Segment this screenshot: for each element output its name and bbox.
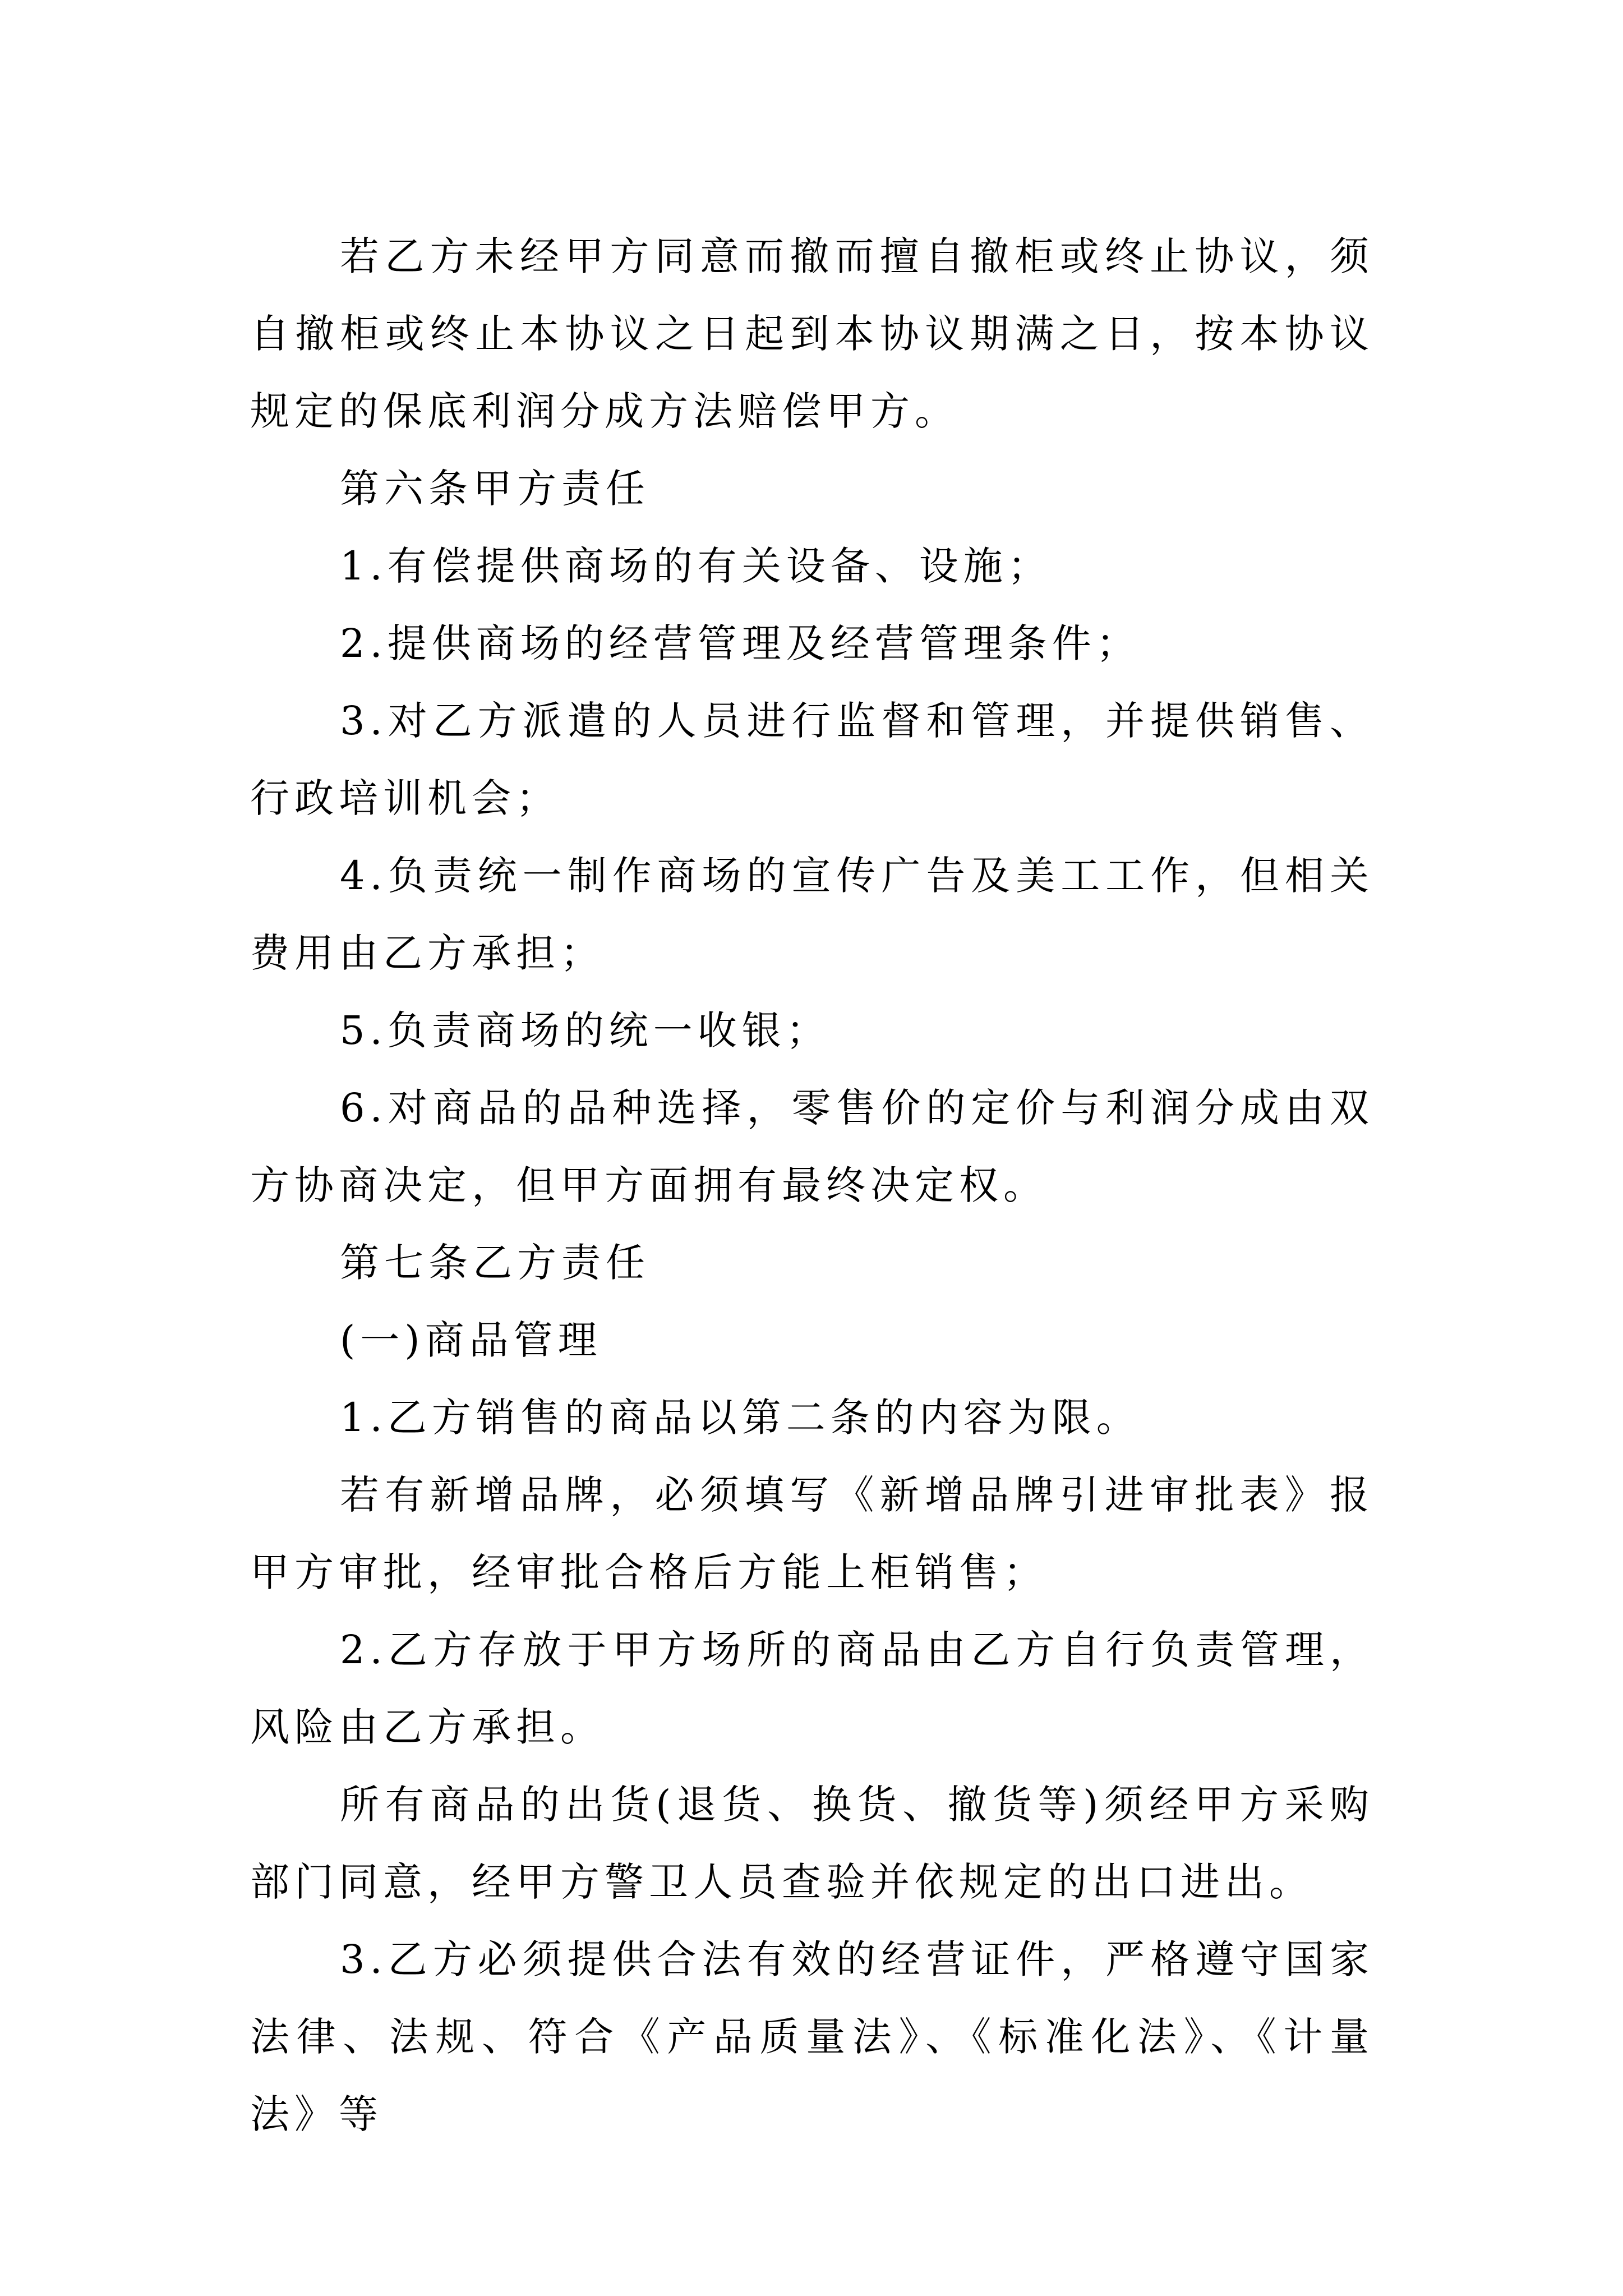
paragraph-party-a-item-5: 5.负责商场的统一收银； bbox=[340, 1007, 831, 1053]
paragraph-party-a-item-4: 4.负责统一制作商场的宣传广告及美工工作，但相关费用由乙方承担； bbox=[250, 853, 1374, 976]
paragraph-party-a-item-2: 2.提供商场的经营管理及经营管理条件； bbox=[340, 620, 1141, 666]
paragraph-party-a-item-3: 3.对乙方派遣的人员进行监督和管理，并提供销售、行政培训机会； bbox=[250, 698, 1374, 821]
paragraph-1: 若乙方未经甲方同意而撤而擅自撤柜或终止协议，须自撤柜或终止本协议之日起到本协议期满之日，按本协议规定的保底利润分成方法赔偿甲方。 bbox=[250, 233, 1374, 434]
paragraph-party-a-item-1: 1.有偿提供商场的有关设备、设施； bbox=[340, 543, 1052, 589]
section-heading-article-6: 第六条甲方责任 bbox=[340, 466, 650, 512]
section-heading-article-7: 第七条乙方责任 bbox=[340, 1240, 650, 1286]
subsection-heading-goods-management: (一)商品管理 bbox=[340, 1317, 602, 1363]
paragraph-party-b-item-3: 3.乙方必须提供合法有效的经营证件，严格遵守国家法律、法规、符合《产品质量法》、《标准化法》、《计量法》等 bbox=[250, 1936, 1374, 2137]
paragraph-party-a-item-6: 6.对商品的品种选择，零售价的定价与利润分成由双方协商决定，但甲方面拥有最终决定权。 bbox=[250, 1085, 1374, 1208]
paragraph-new-brand: 若有新增品牌，必须填写《新增品牌引进审批表》报甲方审批，经审批合格后方能上柜销售； bbox=[250, 1472, 1374, 1595]
paragraph-party-b-item-2: 2.乙方存放于甲方场所的商品由乙方自行负责管理，风险由乙方承担。 bbox=[250, 1627, 1374, 1750]
paragraph-party-b-item-1: 1.乙方销售的商品以第二条的内容为限。 bbox=[340, 1395, 1141, 1441]
document-body bbox=[250, 218, 1374, 2153]
paragraph-goods-shipment: 所有商品的出货(退货、换货、撤货等)须经甲方采购部门同意，经甲方警卫人员查验并依规定的出口进出。 bbox=[250, 1782, 1374, 1905]
